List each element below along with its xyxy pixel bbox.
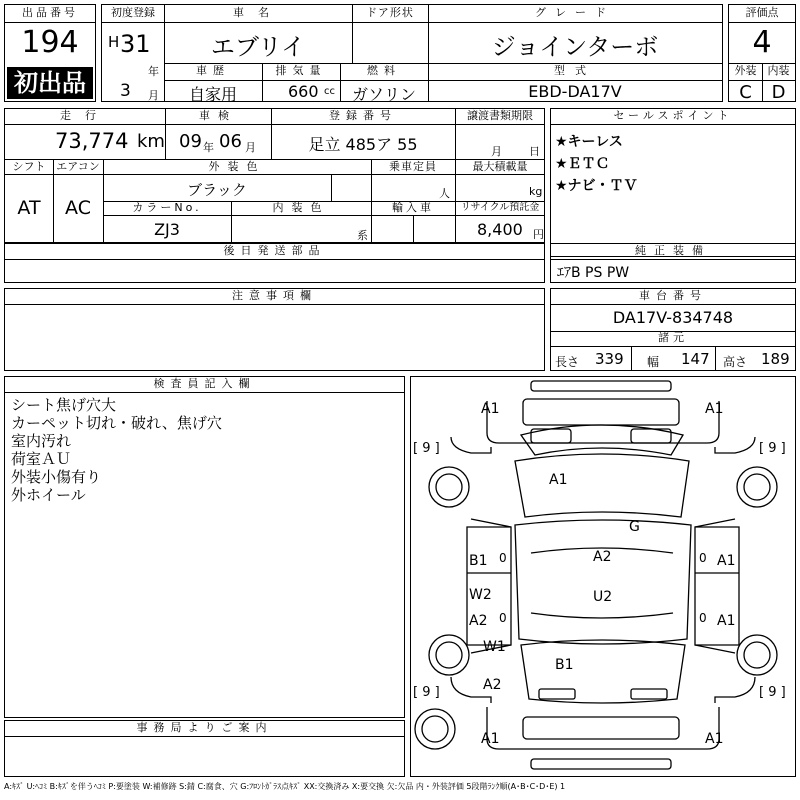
- first-reg-era: H: [108, 33, 120, 51]
- damage-label: A2: [483, 677, 502, 693]
- spec-width-label: 幅: [647, 355, 660, 369]
- cautions-header: 注意事項欄: [232, 289, 317, 302]
- score-box: [728, 4, 796, 102]
- mileage-value: 73,774: [55, 129, 129, 153]
- score-header: 評価点: [745, 6, 779, 19]
- inspector-note: 外装小傷有り: [11, 468, 102, 486]
- int-color-unit: 系: [357, 229, 368, 242]
- car-outline-diagram: [411, 377, 795, 776]
- transfer-month-unit: 月: [491, 145, 502, 158]
- damage-label: A1: [481, 731, 500, 747]
- car-name-value: エブリイ: [210, 33, 306, 61]
- inspector-note: シート焦げ穴大: [11, 396, 117, 414]
- damage-zero: 0: [499, 611, 507, 625]
- spec-height-label: 高さ: [723, 355, 748, 369]
- reg-number-header: 登録番号: [329, 109, 397, 122]
- damage-label: A1: [549, 472, 568, 488]
- sales-point-item: ★ナビ・ＴＶ: [555, 178, 638, 194]
- score-value: 4: [752, 25, 772, 60]
- vehicle-info-grid: [101, 4, 723, 102]
- inspector-note: 外ホイール: [11, 486, 86, 504]
- damage-zero: 0: [699, 611, 707, 625]
- tire-depth-label: [ 9 ]: [413, 685, 440, 700]
- lot-box: [4, 4, 96, 102]
- cautions-box: [4, 288, 545, 371]
- displacement-header: 排気量: [275, 64, 327, 77]
- spec-length-label: 長さ: [555, 355, 580, 369]
- color-no-value: ZJ3: [154, 220, 180, 239]
- history-header: 車歴: [196, 64, 230, 77]
- damage-label: B1: [469, 553, 488, 569]
- tire-depth-label: [ 9 ]: [759, 441, 786, 456]
- chassis-header: 車台番号: [639, 289, 707, 302]
- inspection-year: 09: [179, 131, 202, 152]
- inspector-header: 検査員記入欄: [153, 377, 256, 390]
- first-reg-month-unit: 月: [148, 89, 159, 102]
- sales-point-item: ★ＥＴＣ: [555, 156, 610, 172]
- inspector-note: 荷室ＡＵ: [11, 450, 72, 468]
- capacity-unit: 人: [439, 187, 450, 200]
- later-parts-box: [4, 243, 545, 283]
- max-load-header: 最大積載量: [472, 160, 528, 173]
- max-load-unit: kg: [529, 185, 543, 198]
- vehicle-details-grid: [4, 108, 545, 243]
- int-grade-header: 内装: [767, 64, 790, 77]
- office-header: 事務局よりご案内: [136, 721, 273, 734]
- first-reg-header: 初度登録: [111, 6, 155, 19]
- damage-label: A2: [593, 549, 612, 565]
- chassis-value: DA17V-834748: [612, 308, 734, 327]
- damage-label: A1: [717, 613, 736, 629]
- ext-color-value: ブラック: [187, 181, 247, 199]
- inspection-month-unit: 月: [245, 141, 256, 154]
- recycle-unit: 円: [533, 228, 544, 241]
- int-color-header: 内装色: [272, 201, 330, 214]
- equipment-value: ｴｱB PS PW: [557, 265, 630, 281]
- first-reg-month: 3: [120, 81, 131, 101]
- inspection-month: 06: [219, 131, 242, 152]
- displacement-unit: cc: [324, 86, 335, 97]
- aircon-header: エアコン: [56, 160, 100, 173]
- ext-grade-value: C: [739, 82, 752, 103]
- displacement-value: 660: [288, 82, 319, 101]
- model-code-value: EBD-DA17V: [528, 82, 622, 101]
- reg-number-value: 足立 485ア 55: [308, 135, 418, 154]
- damage-label: W1: [483, 639, 506, 655]
- model-code-header: 型式: [554, 64, 596, 77]
- import-header: 輸入車: [392, 201, 434, 214]
- inspector-note: カーペット切れ・破れ、焦げ穴: [11, 414, 222, 432]
- damage-label: A1: [717, 553, 736, 569]
- first-reg-year: 31: [120, 30, 151, 58]
- recycle-header: リサイクル預託金: [460, 202, 540, 213]
- sales-point-item: ★キーレス: [555, 134, 623, 150]
- inspection-year-unit: 年: [203, 141, 214, 154]
- damage-label: G: [629, 519, 640, 535]
- inspector-note: 室内汚れ: [11, 432, 72, 450]
- office-box: [4, 720, 405, 777]
- ext-grade-header: 外装: [734, 64, 757, 77]
- damage-label: A1: [705, 401, 724, 417]
- grade-value: ジョインターボ: [491, 33, 659, 61]
- tire-depth-label: [ 9 ]: [413, 441, 440, 456]
- door-header: ドア形状: [366, 6, 414, 19]
- spec-length-value: 339: [595, 350, 624, 368]
- aircon-value: AC: [65, 197, 91, 219]
- damage-legend: A:ｷｽﾞ U:ﾍｺﾐ B:ｷｽﾞを伴うﾍｺﾐ P:要塗装 W:補修跡 S:錆 C:腐食、穴 G:ﾌﾛﾝﾄｶﾞﾗｽ点ｷｽﾞ XX:交換済み X:要交換 欠:欠品 内・外装評価 5段階ﾗﾝｸ順(A･B･C･D･E) 1: [4, 782, 566, 791]
- mileage-header: 走行: [60, 109, 110, 122]
- int-grade-value: D: [771, 82, 786, 103]
- first-listing-badge: 初出品: [7, 67, 93, 99]
- color-no-header: カラーNo.: [132, 201, 202, 214]
- later-parts-header: 後日発送部品: [223, 244, 326, 257]
- damage-label: A1: [705, 731, 724, 747]
- first-reg-year-unit: 年: [148, 65, 159, 78]
- lot-number: 194: [21, 25, 79, 60]
- damage-label: U2: [593, 589, 613, 605]
- car-name-header: 車名: [233, 6, 283, 19]
- chassis-box: [550, 288, 796, 371]
- sales-points-header: セールスポイント: [613, 109, 733, 122]
- equipment-box: [550, 243, 796, 283]
- specs-header: 諸元: [658, 331, 688, 344]
- history-value: 自家用: [188, 85, 237, 104]
- transfer-day-unit: 日: [529, 145, 540, 158]
- damage-label: W2: [469, 587, 492, 603]
- fuel-header: 燃料: [367, 64, 401, 77]
- grade-header: グレード: [535, 6, 615, 19]
- equipment-header: 純正装備: [635, 244, 711, 257]
- tire-depth-label: [ 9 ]: [759, 685, 786, 700]
- sales-points-box: [550, 108, 796, 257]
- damage-label: A1: [481, 401, 500, 417]
- shift-header: シフト: [12, 160, 46, 173]
- inspection-header: 車検: [199, 109, 237, 122]
- recycle-value: 8,400: [477, 220, 523, 239]
- damage-label: A2: [469, 613, 488, 629]
- inspector-box: [4, 376, 405, 718]
- lot-header: 出品番号: [22, 6, 78, 19]
- damage-zero: 0: [499, 551, 507, 565]
- mileage-unit: km: [137, 131, 165, 152]
- capacity-header: 乗車定員: [389, 160, 437, 173]
- shift-value: AT: [17, 197, 41, 219]
- ext-color-header: 外装色: [208, 160, 266, 173]
- spec-height-value: 189: [761, 350, 790, 368]
- fuel-value: ガソリン: [351, 85, 416, 104]
- damage-label: B1: [555, 657, 574, 673]
- spec-width-value: 147: [681, 350, 710, 368]
- damage-zero: 0: [699, 551, 707, 565]
- damage-diagram: [410, 376, 796, 777]
- transfer-deadline-header: 譲渡書類期限: [467, 109, 533, 122]
